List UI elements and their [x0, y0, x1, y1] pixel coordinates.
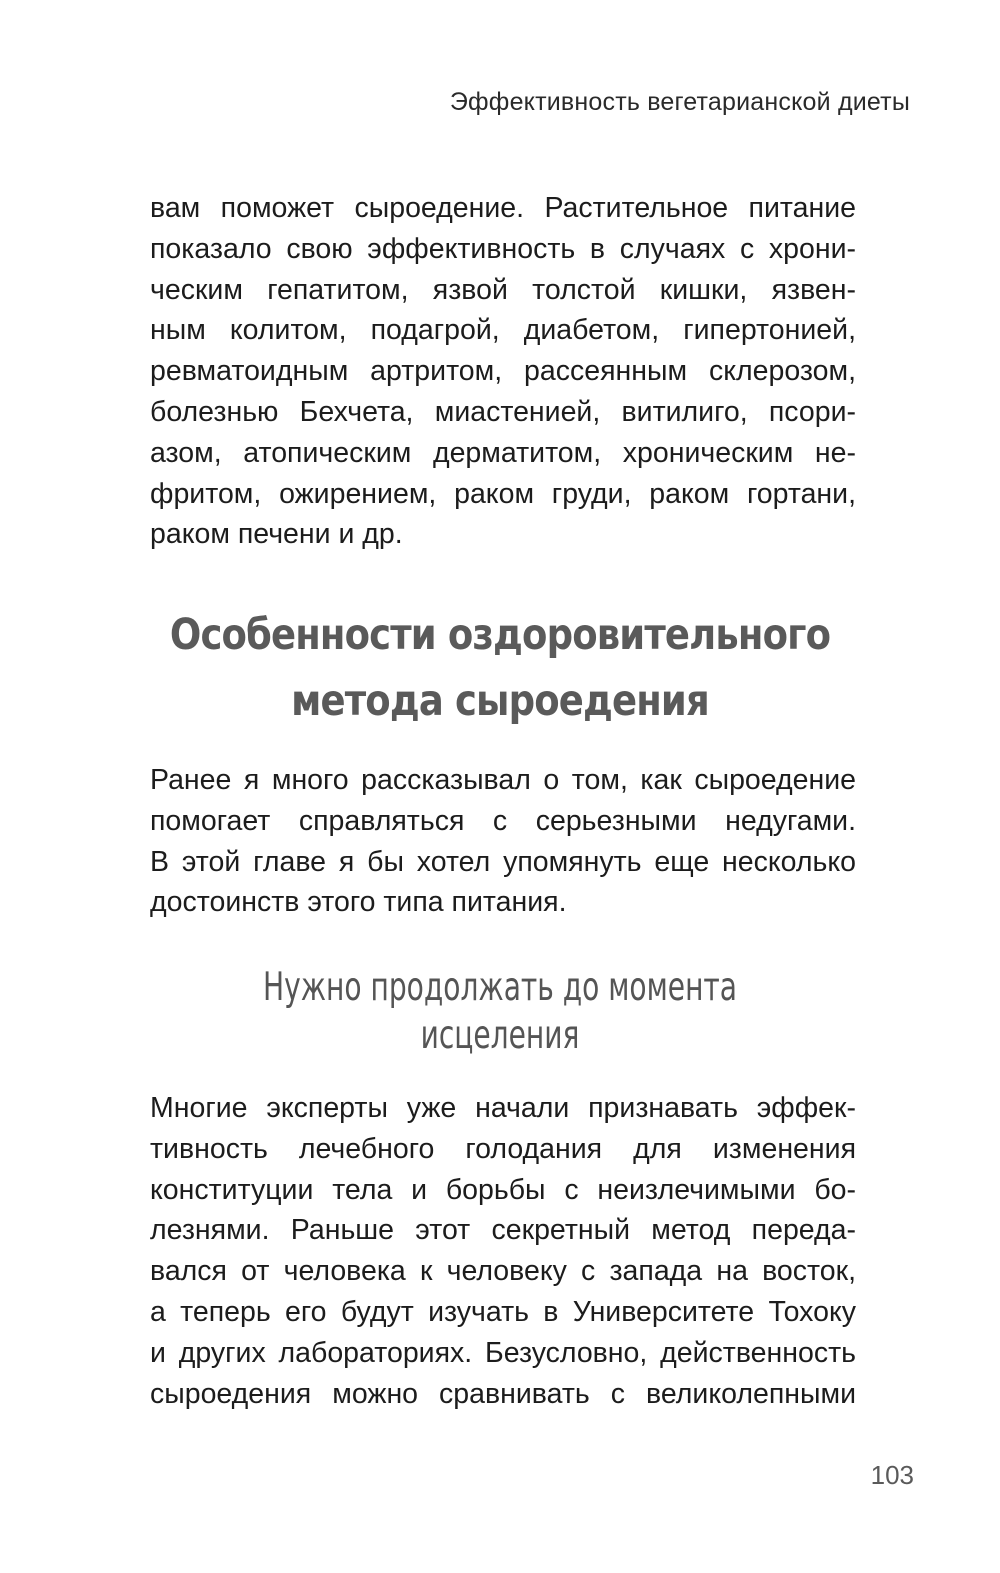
text-line: достоинств этого типа питания.	[150, 886, 567, 919]
text-line: вался от человека к человеку с запада на восток,	[150, 1255, 856, 1288]
paragraph-intro	[150, 188, 856, 555]
text-line: ревматоидным артритом, рассеянным склерозом,	[150, 355, 856, 388]
text-line: конституции тела и борьбы с неизлечимыми бо-	[150, 1173, 856, 1206]
text-line: сыроедения можно сравнивать с великолепными	[150, 1377, 856, 1410]
paragraph-body	[150, 1088, 856, 1414]
text-line: В этой главе я бы хотел упомянуть еще несколько	[150, 845, 856, 878]
heading-line: Особенности оздоровительного	[169, 610, 831, 660]
text-line: тивность лечебного голодания для изменения	[150, 1132, 856, 1165]
text-line: лезнями. Раньше этот секретный метод переда-	[150, 1214, 856, 1247]
text-line: а теперь его будут изучать в Университете Тохоку	[150, 1295, 856, 1328]
text-line: фритом, ожирением, раком груди, раком гортани,	[150, 477, 856, 510]
page-number: 103	[870, 1460, 914, 1490]
paragraph-section-intro	[150, 760, 856, 923]
text-line: Ранее я много рассказывал о том, как сыроедение	[150, 764, 856, 796]
subheading-line: исцеления	[420, 1013, 580, 1058]
text-line: и других лабораториях. Безусловно, действенность	[150, 1336, 856, 1369]
text-line: помогает справляться с серьезными недугами.	[150, 804, 856, 837]
text-line: ным колитом, подагрой, диабетом, гипертонией,	[150, 314, 856, 347]
text-line: азом, атопическим дерматитом, хроническим не-	[150, 436, 856, 469]
text-line: показало свою эффективность в случаях с хрони-	[150, 232, 856, 265]
text-line: вам поможет сыроедение. Растительное питание	[150, 192, 856, 224]
text-line: болезнью Бехчета, миастенией, витилиго, псори-	[150, 395, 856, 428]
text-line: ческим гепатитом, язвой толстой кишки, язвен-	[150, 273, 856, 306]
running-header: Эффективность вегетарианской диеты	[449, 88, 910, 116]
subheading-line: Нужно продолжать до момента	[262, 965, 738, 1010]
section-heading	[156, 602, 844, 734]
text-line: раком печени и др.	[150, 518, 403, 551]
text-line: Многие эксперты уже начали признавать эффек-	[150, 1092, 856, 1124]
heading-line: метода сыроедения	[291, 676, 709, 726]
subsection-heading	[212, 964, 788, 1060]
